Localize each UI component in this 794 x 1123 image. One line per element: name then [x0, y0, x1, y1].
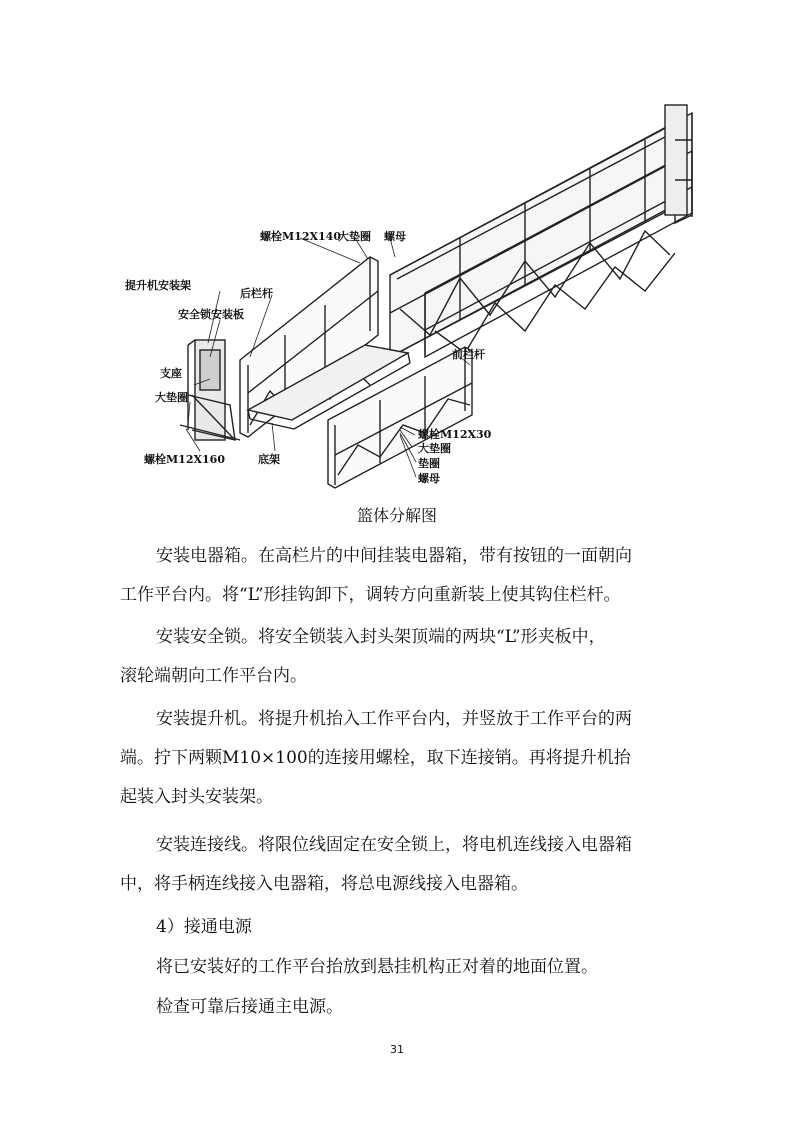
paragraph-safety-lock: [120, 618, 680, 696]
paragraph-line: 安装提升机。将提升机抬入工作平台内，并竖放于工作平台的两: [156, 709, 632, 729]
page-number: 31: [390, 1043, 404, 1056]
label-washer-bottom: 垫圈: [418, 457, 440, 470]
long-rail-assembly: [390, 105, 692, 357]
paragraph-placement: [120, 948, 680, 987]
paragraph-line: 起装入封头安装架。: [120, 787, 273, 807]
label-rear-rail: 后栏杆: [240, 287, 273, 300]
label-big-washer-bottom: 大垫圈: [418, 442, 451, 455]
paragraph-line: 将已安装好的工作平台抬放到悬挂机构正对着的地面位置。: [156, 957, 598, 977]
paragraph-line: 安装连接线。将限位线固定在安全锁上，将电机连线接入电器箱: [156, 835, 632, 855]
paragraph-line: 中，将手柄连线接入电器箱，将总电源线接入电器箱。: [120, 874, 528, 894]
paragraph-line: 滚轮端朝向工作平台内。: [120, 666, 307, 686]
section-heading-text: 4）接通电源: [156, 917, 252, 937]
paragraph-line: 安装安全锁。将安全锁装入封头架顶端的两块“L”形夹板中，: [156, 627, 606, 647]
section-heading-power: [120, 908, 680, 947]
label-nut-top: 螺母: [384, 230, 406, 243]
label-front-rail: 前栏杆: [452, 348, 485, 361]
label-big-washer-top: 大垫圈: [338, 230, 371, 243]
figure-caption: 篮体分解图: [356, 506, 437, 525]
label-hoist-bracket: 提升机安装架: [125, 279, 191, 292]
paragraph-power-on: [120, 988, 680, 1027]
paragraph-line: 安装电器箱。在高栏片的中间挂装电器箱，带有按钮的一面朝向: [156, 546, 632, 566]
label-bolt-m12x160: 螺栓M12X160: [144, 453, 225, 466]
paragraph-hoist: [120, 700, 680, 817]
paragraph-line: 工作平台内。将“L”形挂钩卸下，调转方向重新装上使其钩住栏杆。: [120, 585, 621, 605]
label-bolt-m12x140: 螺栓M12X140: [260, 230, 341, 243]
label-nut-bottom: 螺母: [418, 472, 440, 485]
label-support: 支座: [160, 367, 182, 380]
label-lock-plate: 安全锁安装板: [178, 308, 244, 321]
exploded-diagram: [100, 95, 720, 505]
hoist-bracket-piece: [180, 340, 240, 440]
paragraph-line: 检查可靠后接通主电源。: [156, 997, 343, 1017]
label-base-frame: 底架: [258, 453, 280, 466]
paragraph-electric-box: [120, 537, 680, 615]
label-bolt-m12x30: 螺栓M12X30: [418, 428, 492, 441]
basket-drawing: [100, 95, 720, 505]
paragraph-line: 端。拧下两颗M10×100的连接用螺栓，取下连接销。再将提升机抬: [120, 748, 631, 768]
paragraph-wiring: [120, 826, 680, 904]
label-big-washer-left: 大垫圈: [155, 391, 188, 404]
